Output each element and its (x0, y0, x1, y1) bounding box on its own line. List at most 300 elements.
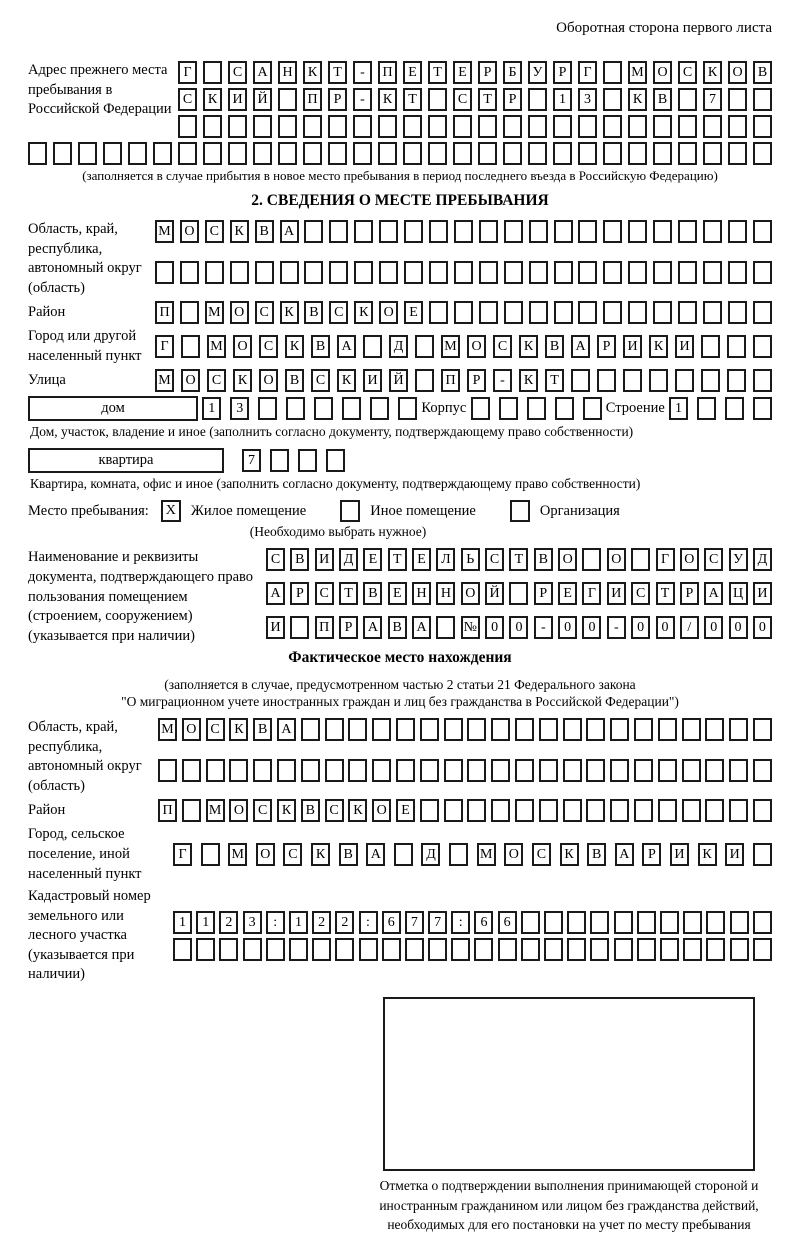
char-cell[interactable] (348, 718, 367, 741)
char-cell[interactable] (286, 397, 305, 420)
char-cell[interactable]: К (303, 61, 322, 84)
char-cell[interactable]: Л (436, 548, 455, 571)
char-cell[interactable] (521, 938, 540, 961)
char-cell[interactable] (603, 88, 622, 111)
char-cell[interactable]: К (519, 369, 538, 392)
char-cell[interactable] (467, 799, 486, 822)
char-cell[interactable]: Р (642, 843, 661, 866)
char-cell[interactable]: О (180, 220, 199, 243)
char-cell[interactable]: Т (388, 548, 407, 571)
char-cell[interactable] (467, 759, 486, 782)
char-cell[interactable]: 1 (196, 911, 215, 934)
char-cell[interactable]: О (504, 843, 523, 866)
char-cell[interactable]: О (181, 369, 200, 392)
char-cell[interactable] (453, 142, 472, 165)
char-cell[interactable]: А (363, 616, 382, 639)
char-cell[interactable] (697, 397, 716, 420)
char-cell[interactable]: С (453, 88, 472, 111)
char-cell[interactable]: Р (534, 582, 553, 605)
char-cell[interactable] (753, 115, 772, 138)
char-cell[interactable] (563, 759, 582, 782)
char-cell[interactable]: П (315, 616, 334, 639)
char-cell[interactable]: Е (396, 799, 415, 822)
char-cell[interactable] (544, 911, 563, 934)
char-cell[interactable] (729, 718, 748, 741)
char-cell[interactable] (353, 142, 372, 165)
char-cell[interactable] (429, 301, 448, 324)
char-cell[interactable] (444, 759, 463, 782)
char-cell[interactable]: С (325, 799, 344, 822)
char-cell[interactable]: К (230, 220, 249, 243)
char-cell[interactable] (729, 799, 748, 822)
char-cell[interactable] (521, 911, 540, 934)
char-cell[interactable]: Т (656, 582, 675, 605)
char-cell[interactable] (404, 220, 423, 243)
char-cell[interactable] (597, 369, 616, 392)
char-cell[interactable]: К (378, 88, 397, 111)
char-cell[interactable] (266, 938, 285, 961)
char-cell[interactable] (539, 799, 558, 822)
char-cell[interactable] (180, 261, 199, 284)
char-cell[interactable]: 0 (509, 616, 528, 639)
char-cell[interactable]: Р (478, 61, 497, 84)
char-cell[interactable]: Е (363, 548, 382, 571)
char-cell[interactable]: Г (173, 843, 192, 866)
char-cell[interactable] (728, 142, 747, 165)
char-cell[interactable]: С (532, 843, 551, 866)
char-cell[interactable] (603, 261, 622, 284)
char-cell[interactable] (301, 718, 320, 741)
char-cell[interactable] (567, 911, 586, 934)
char-cell[interactable] (428, 115, 447, 138)
char-cell[interactable] (544, 938, 563, 961)
char-cell[interactable] (277, 759, 296, 782)
char-cell[interactable] (491, 799, 510, 822)
char-cell[interactable] (328, 142, 347, 165)
char-cell[interactable] (628, 115, 647, 138)
char-cell[interactable]: Р (339, 616, 358, 639)
char-cell[interactable] (312, 938, 331, 961)
char-cell[interactable] (499, 397, 518, 420)
char-cell[interactable] (753, 911, 772, 934)
char-cell[interactable] (290, 616, 309, 639)
char-cell[interactable] (444, 718, 463, 741)
char-cell[interactable] (728, 301, 747, 324)
char-cell[interactable]: С (259, 335, 278, 358)
char-cell[interactable] (753, 142, 772, 165)
char-cell[interactable] (706, 911, 725, 934)
char-cell[interactable]: : (451, 911, 470, 934)
char-cell[interactable] (201, 843, 220, 866)
char-cell[interactable] (182, 799, 201, 822)
char-cell[interactable] (578, 142, 597, 165)
char-cell[interactable]: П (158, 799, 177, 822)
char-cell[interactable]: И (623, 335, 642, 358)
organization-checkbox[interactable] (510, 500, 530, 522)
char-cell[interactable]: В (301, 799, 320, 822)
char-cell[interactable] (436, 616, 455, 639)
char-cell[interactable] (753, 261, 772, 284)
char-cell[interactable] (403, 115, 422, 138)
char-cell[interactable] (471, 397, 490, 420)
char-cell[interactable]: В (587, 843, 606, 866)
char-cell[interactable]: 6 (474, 911, 493, 934)
char-cell[interactable]: 0 (729, 616, 748, 639)
char-cell[interactable]: И (315, 548, 334, 571)
char-cell[interactable]: В (534, 548, 553, 571)
char-cell[interactable]: В (255, 220, 274, 243)
char-cell[interactable]: С (493, 335, 512, 358)
char-cell[interactable] (554, 261, 573, 284)
char-cell[interactable]: И (607, 582, 626, 605)
char-cell[interactable] (396, 718, 415, 741)
char-cell[interactable] (219, 938, 238, 961)
char-cell[interactable] (705, 799, 724, 822)
char-cell[interactable] (658, 799, 677, 822)
char-cell[interactable]: Д (753, 548, 772, 571)
char-cell[interactable] (478, 142, 497, 165)
char-cell[interactable]: К (560, 843, 579, 866)
char-cell[interactable] (329, 261, 348, 284)
char-cell[interactable] (394, 843, 413, 866)
char-cell[interactable] (379, 261, 398, 284)
char-cell[interactable] (553, 142, 572, 165)
char-cell[interactable] (420, 759, 439, 782)
char-cell[interactable] (128, 142, 147, 165)
char-cell[interactable] (253, 142, 272, 165)
char-cell[interactable]: Р (290, 582, 309, 605)
char-cell[interactable] (429, 261, 448, 284)
char-cell[interactable] (229, 759, 248, 782)
char-cell[interactable]: К (628, 88, 647, 111)
char-cell[interactable] (653, 220, 672, 243)
char-cell[interactable]: С (311, 369, 330, 392)
char-cell[interactable]: Е (404, 301, 423, 324)
char-cell[interactable]: 0 (631, 616, 650, 639)
char-cell[interactable]: С (329, 301, 348, 324)
char-cell[interactable] (753, 759, 772, 782)
char-cell[interactable] (504, 261, 523, 284)
char-cell[interactable]: К (698, 843, 717, 866)
char-cell[interactable] (348, 759, 367, 782)
char-cell[interactable] (491, 718, 510, 741)
char-cell[interactable]: 1 (289, 911, 308, 934)
char-cell[interactable]: С (283, 843, 302, 866)
char-cell[interactable]: В (388, 616, 407, 639)
char-cell[interactable] (325, 759, 344, 782)
char-cell[interactable] (610, 799, 629, 822)
char-cell[interactable]: Н (278, 61, 297, 84)
char-cell[interactable]: К (285, 335, 304, 358)
char-cell[interactable] (280, 261, 299, 284)
char-cell[interactable]: Р (680, 582, 699, 605)
char-cell[interactable]: О (182, 718, 201, 741)
char-cell[interactable]: М (206, 799, 225, 822)
char-cell[interactable] (603, 115, 622, 138)
char-cell[interactable] (554, 220, 573, 243)
char-cell[interactable] (415, 369, 434, 392)
char-cell[interactable] (753, 938, 772, 961)
char-cell[interactable]: К (233, 369, 252, 392)
char-cell[interactable] (326, 449, 345, 472)
char-cell[interactable] (354, 220, 373, 243)
char-cell[interactable] (303, 142, 322, 165)
char-cell[interactable]: М (477, 843, 496, 866)
char-cell[interactable]: : (266, 911, 285, 934)
char-cell[interactable] (181, 335, 200, 358)
char-cell[interactable]: 0 (656, 616, 675, 639)
char-cell[interactable]: В (253, 718, 272, 741)
char-cell[interactable] (359, 938, 378, 961)
char-cell[interactable] (180, 301, 199, 324)
char-cell[interactable] (270, 449, 289, 472)
char-cell[interactable] (378, 142, 397, 165)
char-cell[interactable]: О (653, 61, 672, 84)
char-cell[interactable]: К (703, 61, 722, 84)
char-cell[interactable] (405, 938, 424, 961)
char-cell[interactable]: М (155, 220, 174, 243)
char-cell[interactable] (342, 397, 361, 420)
char-cell[interactable] (528, 142, 547, 165)
char-cell[interactable] (28, 142, 47, 165)
char-cell[interactable]: 2 (335, 911, 354, 934)
char-cell[interactable] (504, 220, 523, 243)
char-cell[interactable] (682, 759, 701, 782)
char-cell[interactable]: 6 (382, 911, 401, 934)
char-cell[interactable]: О (379, 301, 398, 324)
char-cell[interactable] (683, 911, 702, 934)
char-cell[interactable]: С (206, 718, 225, 741)
char-cell[interactable] (539, 759, 558, 782)
char-cell[interactable] (396, 759, 415, 782)
char-cell[interactable] (353, 115, 372, 138)
char-cell[interactable] (203, 61, 222, 84)
char-cell[interactable]: С (255, 301, 274, 324)
char-cell[interactable]: И (266, 616, 285, 639)
char-cell[interactable] (753, 301, 772, 324)
char-cell[interactable] (379, 220, 398, 243)
char-cell[interactable] (678, 220, 697, 243)
char-cell[interactable] (53, 142, 72, 165)
char-cell[interactable] (586, 718, 605, 741)
char-cell[interactable]: Й (389, 369, 408, 392)
char-cell[interactable] (403, 142, 422, 165)
char-cell[interactable] (631, 548, 650, 571)
char-cell[interactable] (725, 397, 744, 420)
char-cell[interactable]: Р (467, 369, 486, 392)
char-cell[interactable]: С (678, 61, 697, 84)
char-cell[interactable] (444, 799, 463, 822)
char-cell[interactable] (196, 938, 215, 961)
char-cell[interactable] (730, 938, 749, 961)
char-cell[interactable] (729, 759, 748, 782)
char-cell[interactable] (683, 938, 702, 961)
char-cell[interactable] (728, 88, 747, 111)
char-cell[interactable]: Р (503, 88, 522, 111)
char-cell[interactable] (528, 88, 547, 111)
char-cell[interactable] (728, 261, 747, 284)
char-cell[interactable]: К (348, 799, 367, 822)
char-cell[interactable]: И (725, 843, 744, 866)
char-cell[interactable]: Б (503, 61, 522, 84)
char-cell[interactable] (555, 397, 574, 420)
char-cell[interactable] (503, 142, 522, 165)
char-cell[interactable] (527, 397, 546, 420)
char-cell[interactable] (603, 301, 622, 324)
char-cell[interactable] (298, 449, 317, 472)
char-cell[interactable]: С (253, 799, 272, 822)
char-cell[interactable] (429, 220, 448, 243)
char-cell[interactable]: П (378, 61, 397, 84)
char-cell[interactable]: С (228, 61, 247, 84)
char-cell[interactable]: / (680, 616, 699, 639)
char-cell[interactable]: О (256, 843, 275, 866)
char-cell[interactable]: Г (178, 61, 197, 84)
char-cell[interactable]: С (485, 548, 504, 571)
char-cell[interactable] (678, 142, 697, 165)
char-cell[interactable] (278, 142, 297, 165)
char-cell[interactable] (590, 938, 609, 961)
char-cell[interactable]: О (229, 799, 248, 822)
char-cell[interactable] (153, 142, 172, 165)
char-cell[interactable]: Ц (729, 582, 748, 605)
char-cell[interactable]: Н (436, 582, 455, 605)
char-cell[interactable] (660, 938, 679, 961)
char-cell[interactable]: А (277, 718, 296, 741)
char-cell[interactable]: А (280, 220, 299, 243)
char-cell[interactable] (203, 142, 222, 165)
char-cell[interactable] (278, 115, 297, 138)
char-cell[interactable]: Г (582, 582, 601, 605)
char-cell[interactable] (474, 938, 493, 961)
char-cell[interactable]: А (571, 335, 590, 358)
char-cell[interactable] (479, 301, 498, 324)
char-cell[interactable] (637, 911, 656, 934)
char-cell[interactable]: В (363, 582, 382, 605)
char-cell[interactable] (610, 759, 629, 782)
char-cell[interactable]: С (315, 582, 334, 605)
char-cell[interactable]: И (753, 582, 772, 605)
char-cell[interactable] (578, 261, 597, 284)
char-cell[interactable]: 1 (669, 397, 688, 420)
char-cell[interactable] (428, 142, 447, 165)
char-cell[interactable] (753, 843, 772, 866)
char-cell[interactable] (753, 88, 772, 111)
char-cell[interactable] (628, 261, 647, 284)
char-cell[interactable] (603, 142, 622, 165)
char-cell[interactable]: 2 (312, 911, 331, 934)
char-cell[interactable]: 7 (405, 911, 424, 934)
char-cell[interactable] (158, 759, 177, 782)
char-cell[interactable] (586, 759, 605, 782)
char-cell[interactable]: К (203, 88, 222, 111)
char-cell[interactable] (583, 397, 602, 420)
char-cell[interactable]: Р (553, 61, 572, 84)
char-cell[interactable] (753, 220, 772, 243)
char-cell[interactable] (658, 718, 677, 741)
char-cell[interactable]: К (229, 718, 248, 741)
char-cell[interactable]: 7 (428, 911, 447, 934)
char-cell[interactable] (449, 843, 468, 866)
char-cell[interactable] (586, 799, 605, 822)
char-cell[interactable] (289, 938, 308, 961)
char-cell[interactable]: К (354, 301, 373, 324)
char-cell[interactable]: Т (428, 61, 447, 84)
char-cell[interactable]: : (359, 911, 378, 934)
char-cell[interactable] (628, 301, 647, 324)
char-cell[interactable]: С (631, 582, 650, 605)
char-cell[interactable]: В (339, 843, 358, 866)
char-cell[interactable]: О (680, 548, 699, 571)
char-cell[interactable] (753, 397, 772, 420)
char-cell[interactable] (539, 718, 558, 741)
char-cell[interactable] (703, 220, 722, 243)
char-cell[interactable] (479, 220, 498, 243)
char-cell[interactable] (328, 115, 347, 138)
char-cell[interactable] (498, 938, 517, 961)
char-cell[interactable] (178, 115, 197, 138)
char-cell[interactable]: 0 (558, 616, 577, 639)
char-cell[interactable] (258, 397, 277, 420)
char-cell[interactable] (634, 799, 653, 822)
char-cell[interactable] (578, 301, 597, 324)
char-cell[interactable] (504, 301, 523, 324)
char-cell[interactable] (675, 369, 694, 392)
char-cell[interactable]: И (363, 369, 382, 392)
char-cell[interactable]: Д (389, 335, 408, 358)
char-cell[interactable] (653, 142, 672, 165)
char-cell[interactable] (479, 261, 498, 284)
char-cell[interactable] (678, 115, 697, 138)
char-cell[interactable] (454, 261, 473, 284)
char-cell[interactable]: С (704, 548, 723, 571)
char-cell[interactable]: М (441, 335, 460, 358)
char-cell[interactable] (653, 301, 672, 324)
char-cell[interactable]: Д (339, 548, 358, 571)
char-cell[interactable] (304, 220, 323, 243)
char-cell[interactable]: О (461, 582, 480, 605)
char-cell[interactable]: 7 (242, 449, 261, 472)
char-cell[interactable]: А (704, 582, 723, 605)
char-cell[interactable]: Т (478, 88, 497, 111)
char-cell[interactable] (682, 799, 701, 822)
char-cell[interactable] (491, 759, 510, 782)
char-cell[interactable] (378, 115, 397, 138)
char-cell[interactable]: 6 (498, 911, 517, 934)
char-cell[interactable]: Т (545, 369, 564, 392)
char-cell[interactable]: В (753, 61, 772, 84)
char-cell[interactable]: 3 (243, 911, 262, 934)
char-cell[interactable]: Е (403, 61, 422, 84)
char-cell[interactable] (173, 938, 192, 961)
char-cell[interactable] (634, 759, 653, 782)
char-cell[interactable] (728, 220, 747, 243)
char-cell[interactable] (478, 115, 497, 138)
char-cell[interactable] (571, 369, 590, 392)
char-cell[interactable] (728, 115, 747, 138)
char-cell[interactable] (228, 115, 247, 138)
char-cell[interactable] (678, 301, 697, 324)
char-cell[interactable] (467, 718, 486, 741)
char-cell[interactable]: Г (578, 61, 597, 84)
char-cell[interactable]: О (233, 335, 252, 358)
char-cell[interactable]: И (228, 88, 247, 111)
char-cell[interactable]: М (158, 718, 177, 741)
char-cell[interactable] (420, 799, 439, 822)
char-cell[interactable] (563, 718, 582, 741)
char-cell[interactable] (553, 115, 572, 138)
char-cell[interactable]: П (155, 301, 174, 324)
